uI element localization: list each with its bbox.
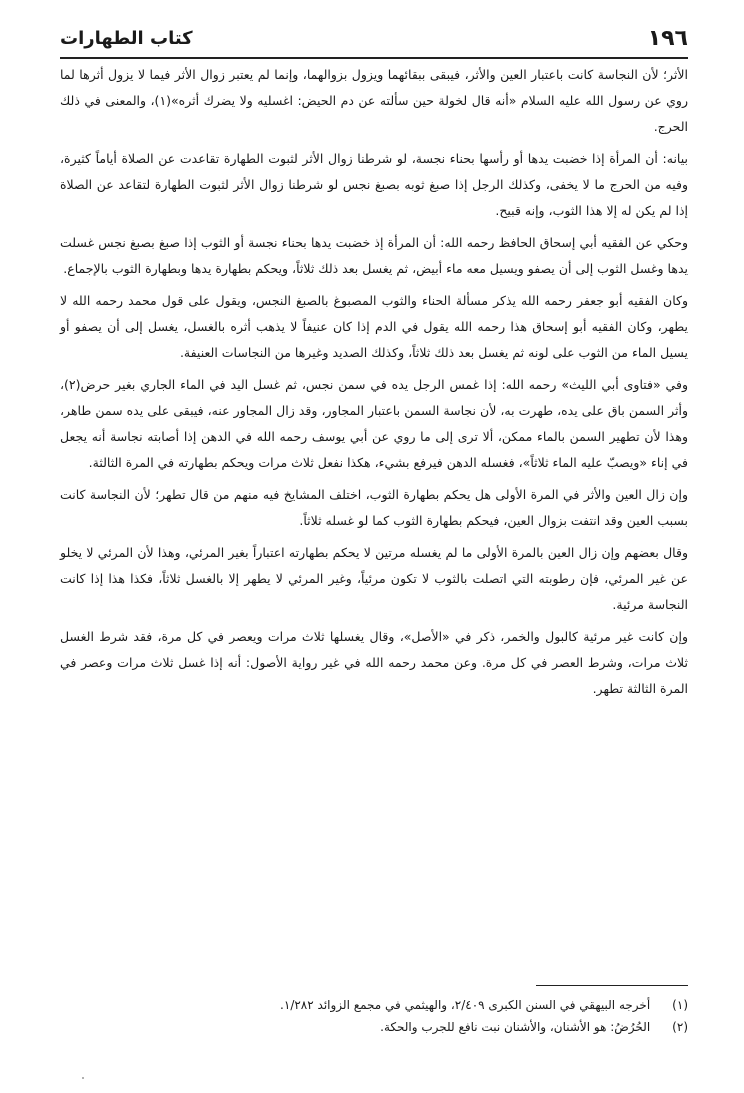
- paragraph: بيانه: أن المرأة إذا خضبت يدها أو رأسها بحناء نجسة، لو شرطنا زوال الأثر لثبوت الطهارة تقاعدت عن الصلاة أياماً كثيرة، وفيه من الحرج ما لا يخفى، وكذلك الرجل إذا صبغ ثوبه بصبغ نجس لو شرطنا زوال الأثر لثبوت الطهارة لتقاعد عن الصلاة إذا لم يكن له إلا هذا الثوب، وإنه قبيح.: [60, 151, 688, 218]
- paragraph: وإن زال العين والأثر في المرة الأولى هل يحكم بطهارة الثوب، اختلف المشايخ فيه منهم من قال تطهر؛ لأن النجاسة كانت بسبب العين وقد انتفت بزوال العين، فيحكم بطهارة الثوب كما لو غسله ثلاثاً.: [60, 487, 688, 528]
- scan-speck: [82, 1077, 84, 1079]
- footnote-number: (١): [672, 998, 688, 1012]
- footnote: [60, 994, 688, 1016]
- footnote-divider: [536, 985, 688, 986]
- running-title: كتاب الطهارات: [60, 28, 193, 49]
- paragraph: الأثر؛ لأن النجاسة كانت باعتبار العين والأثر، فيبقى ببقائهما ويزول بزوالهما، وإنما لم يعتبر زوال الأثر فيما لا يزول أثرها لما روي عن رسول الله عليه السلام «أنه قال لخولة حين سألته عن دم الحيض: اغسليه ولا يضرك أثره»(١)، والمعنى في ذلك الحرج.: [60, 67, 688, 134]
- footnotes: [60, 994, 688, 1038]
- header-divider: [60, 57, 688, 59]
- paragraph: وفي «فتاوى أبي الليث» رحمه الله: إذا غمس الرجل يده في سمن نجس، ثم غسل اليد في الماء الجاري بغير حرض(٢)، وأثر السمن باق على يده، طهرت به، لأن نجاسة السمن باعتبار المجاور، وقد زال المجاور عنه، فيبقى على يده سمن طاهر، وهذا لأن تطهير السمن بالماء ممكن، ألا ترى إلى ما روي عن أبي يوسف رحمه الله في الدهن إذا أصابته نجاسة أنه يجعل في إناء «ويصبّ عليه الماء ثلاثاً»، فغسله الدهن فيرفع بشيء، هكذا نفعل ثلاث مرات ويحكم بطهارته في المرة الثالثة.: [60, 377, 688, 470]
- page-header: [60, 20, 688, 56]
- paragraph: وحكي عن الفقيه أبي إسحاق الحافظ رحمه الله: أن المرأة إذ خضبت يدها بحناء نجسة أو الثوب إذا صبغ بصبغ نجس غسلت يدها وغسل الثوب إلى أن يصفو ويسيل معه ماء أبيض، ثم يغسل بعد ذلك ثلاثاً، ويحكم بطهارة يدها وبطهارة الثوب بالإجماع.: [60, 235, 688, 276]
- footnote-text: الحُرُضُ: هو الأشنان، والأشنان نبت نافع للجرب والحكة.: [380, 1020, 651, 1034]
- main-text: [60, 62, 688, 708]
- footnote: [60, 1016, 688, 1038]
- footnote-text: أخرجه البيهقي في السنن الكبرى ٢/٤٠٩، والهيثمي في مجمع الزوائد ١/٢٨٢.: [280, 998, 651, 1012]
- paragraph: وإن كانت غير مرئية كالبول والخمر، ذكر في «الأصل»، وقال يغسلها ثلاث مرات ويعصر في كل مرة، فقد شرط الغسل ثلاث مرات، وشرط العصر في كل مرة. وعن محمد رحمه الله في غير رواية الأصول: أنه إذا غسل ثلاث مرات وعصر في المرة الثالثة تطهر.: [60, 629, 688, 696]
- footnote-number: (٢): [672, 1020, 688, 1034]
- paragraph: وكان الفقيه أبو جعفر رحمه الله يذكر مسألة الحناء والثوب المصبوغ بالصبغ النجس، ويقول على قول محمد رحمه الله لا يطهر، وكان الفقيه أبو إسحاق هذا رحمه الله يقول في الدم إذا كان عنيفاً لا يذهب أثره بالغسل، يغسل إلى أن يصفو أو يسيل الماء من الثوب على لونه ثم يغسل بعد ذلك ثلاثاً، وكذلك الصديد وغيرها من النجاسات العنيفة.: [60, 293, 688, 360]
- paragraph: وقال بعضهم وإن زال العين بالمرة الأولى ما لم يغسله مرتين لا يحكم بطهارته اعتباراً بغير المرئي، وهذا لأن المرئي لا يخلو عن غير المرئي، فإن رطوبته التي اتصلت بالثوب لا تكون مرئياً، وغير المرئي لا يطهر إلا بالغسل ثلاثاً، فكذا هذا إذا كانت النجاسة مرئية.: [60, 545, 688, 612]
- page-number: ١٩٦: [647, 26, 688, 51]
